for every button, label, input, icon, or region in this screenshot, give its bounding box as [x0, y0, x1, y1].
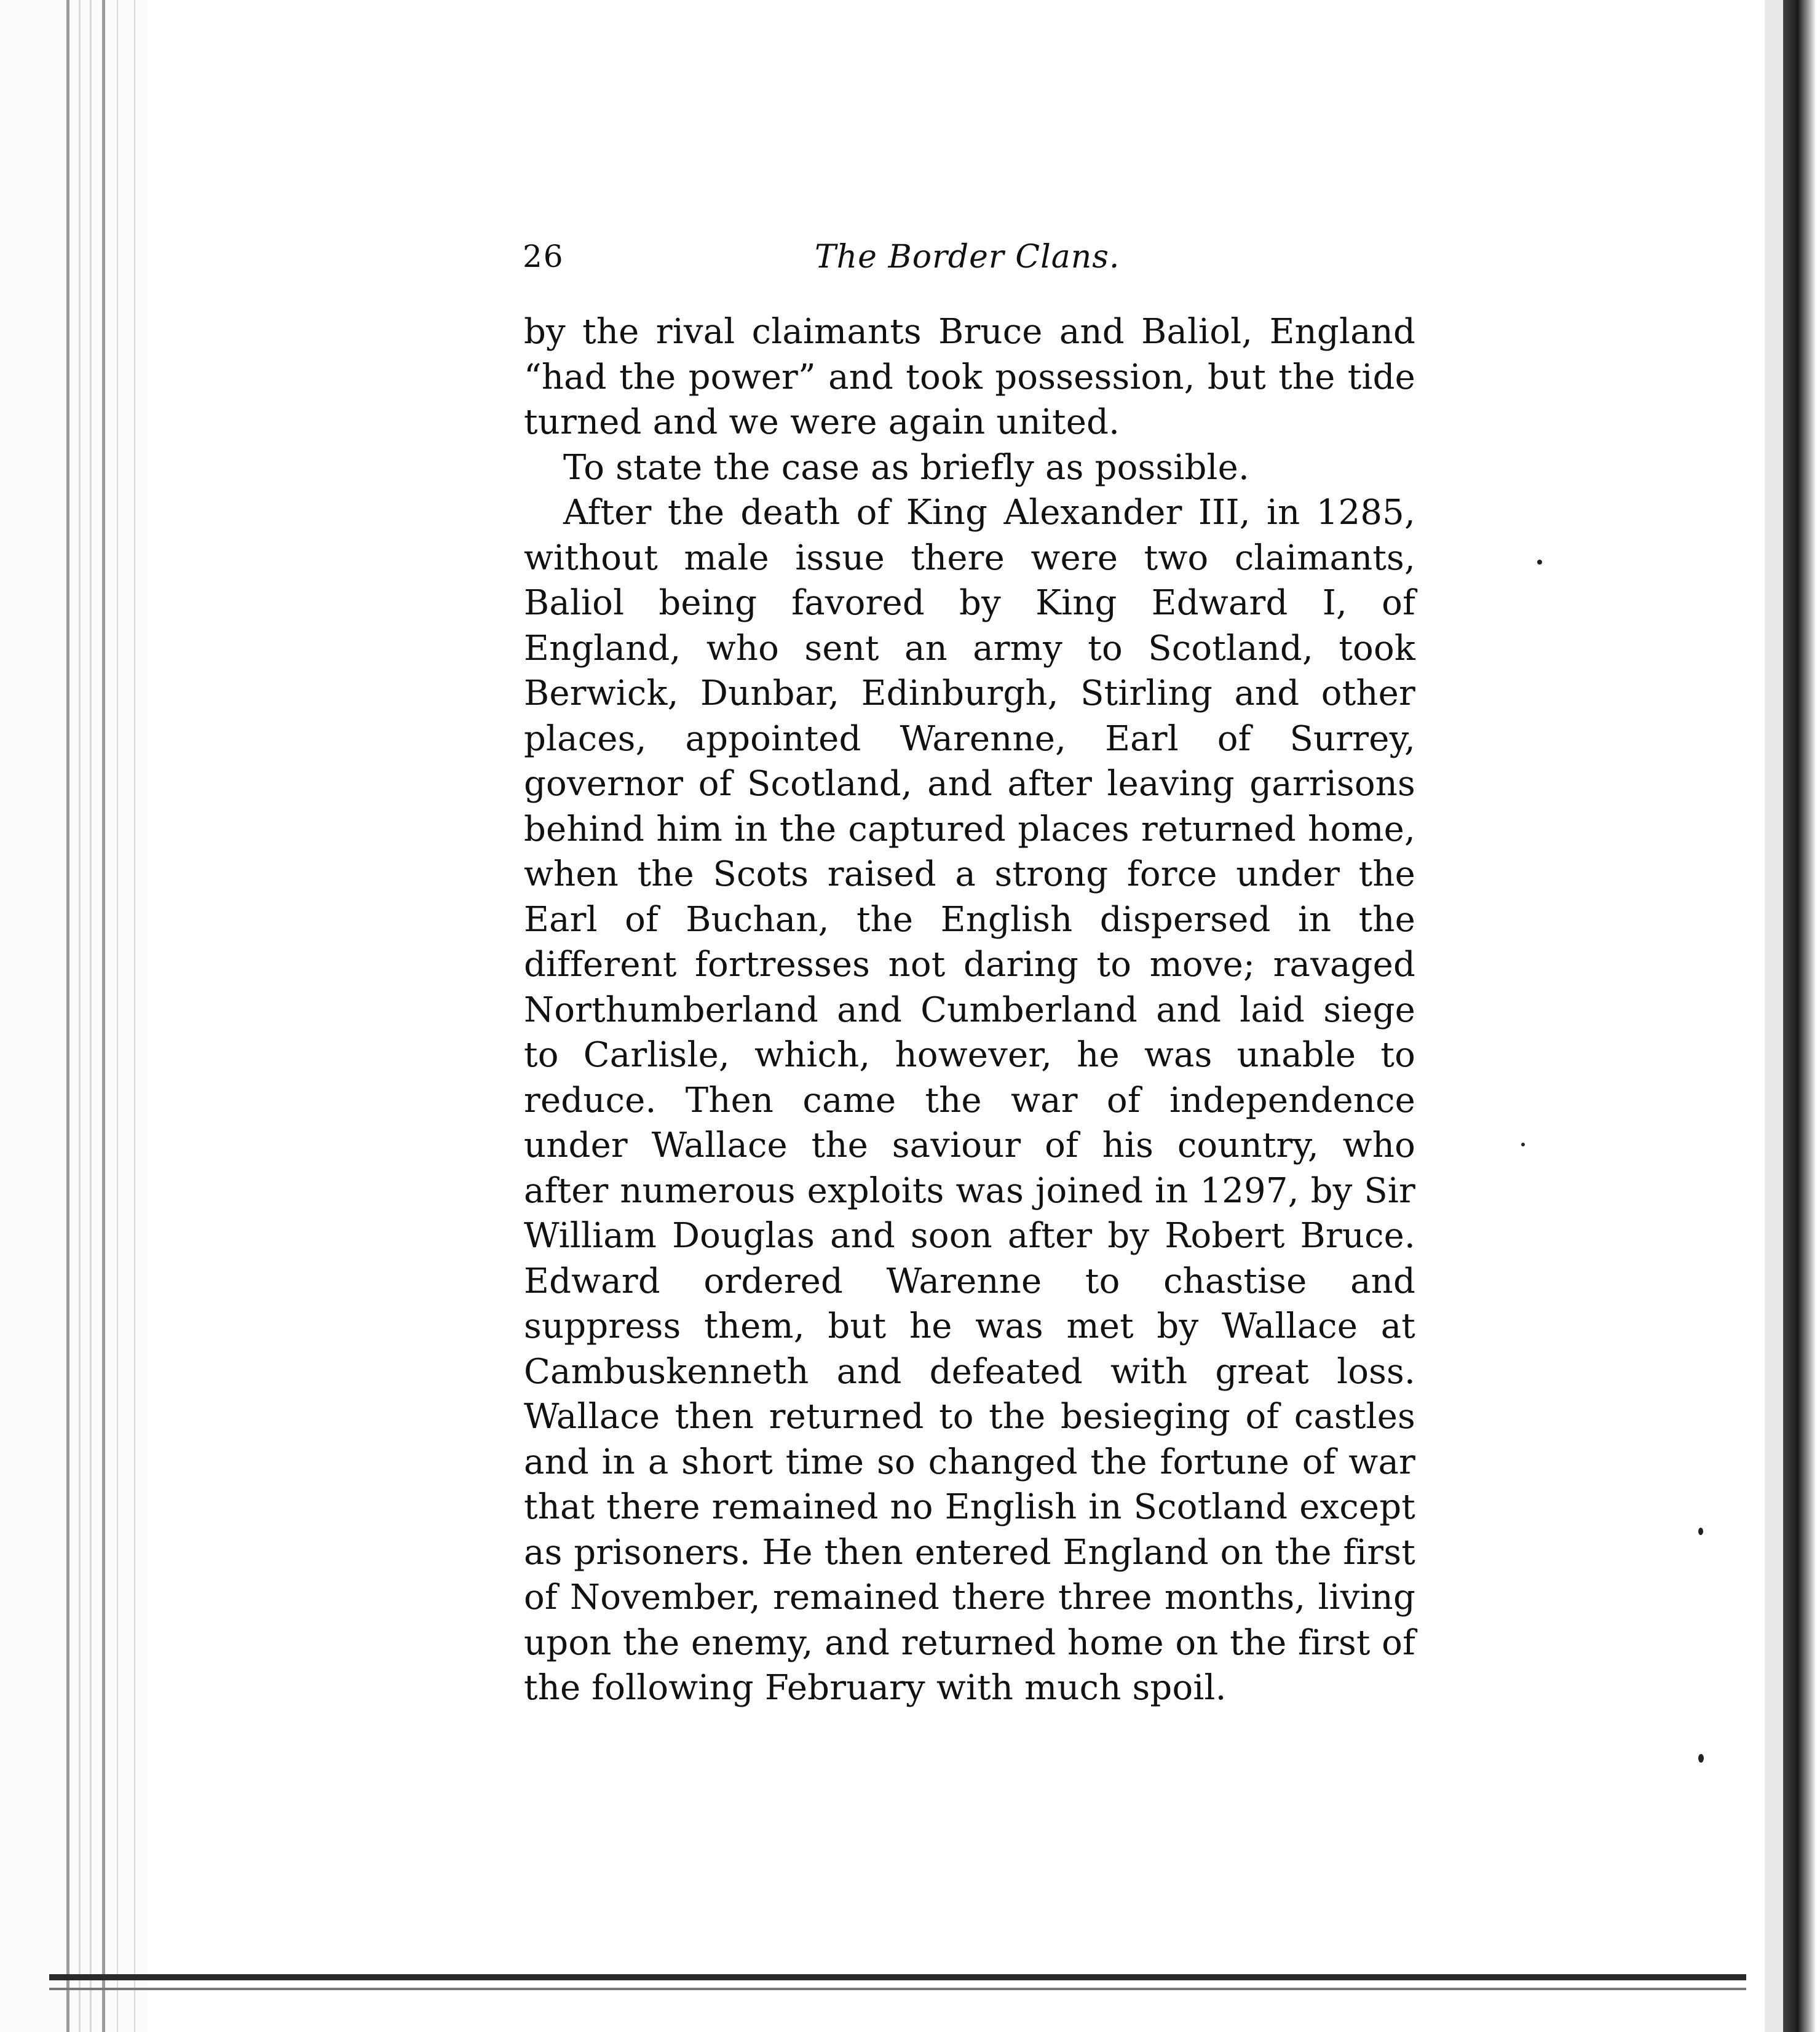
paragraph-continuation: by the rival claimants Bruce and Baliol, England “had the power” and took possession, but the tide turned and we were again united. [524, 312, 1415, 442]
page-header [523, 239, 1144, 282]
scan-speck [1698, 1754, 1704, 1763]
right-page-edge [1783, 0, 1820, 2032]
paragraph-history: After the death of King Alexander III, in 1285, without male issue there were two claimants, Baliol being favored by King Edward I, of England, who sent an army to Scotland, took Berwick, Dunbar, Edinburgh, Stirling and other places, appointed Warenne, Earl of Surrey, governor of Scotland, and after leaving garrisons behind him in the captured places returned home, when the Scots raised a strong force under the Earl of Buchan, the English dispersed in the different fortresses not daring to move; ravaged Northumberland and Cumberland and laid siege to Carlisle, which, however, he was unable to reduce. Then came the war of independence under Wallace the saviour of his country, who after numerous exploits was joined in 1297, by Sir William Douglas and soon after by Robert Bruce. Edward ordered Warenne to chastise and suppress them, but he was met by Wallace at Cambuskenneth and defeated with great loss. Wallace then returned to the besieging of castles and in a short time so changed the fortune of war that there remained no English in Scotland except as prisoners. He then entered England on the first of November, remained there three months, living upon the enemy, and returned home on the first of the following February with much spoil. [524, 493, 1415, 1708]
right-page-shadow [1765, 0, 1783, 2032]
scan-speck [1521, 1143, 1525, 1146]
scan-speck [1698, 1528, 1703, 1535]
scan-speck [1537, 560, 1542, 565]
page-number: 26 [523, 239, 564, 274]
page-binding-edge [0, 0, 148, 2032]
paragraph-summary: To state the case as briefly as possible. [563, 447, 1249, 488]
running-title: The Border Clans. [815, 239, 1120, 276]
bottom-page-edge-line [49, 1988, 1746, 1990]
body-text [524, 309, 1415, 1711]
bottom-page-edge [49, 1974, 1746, 1980]
